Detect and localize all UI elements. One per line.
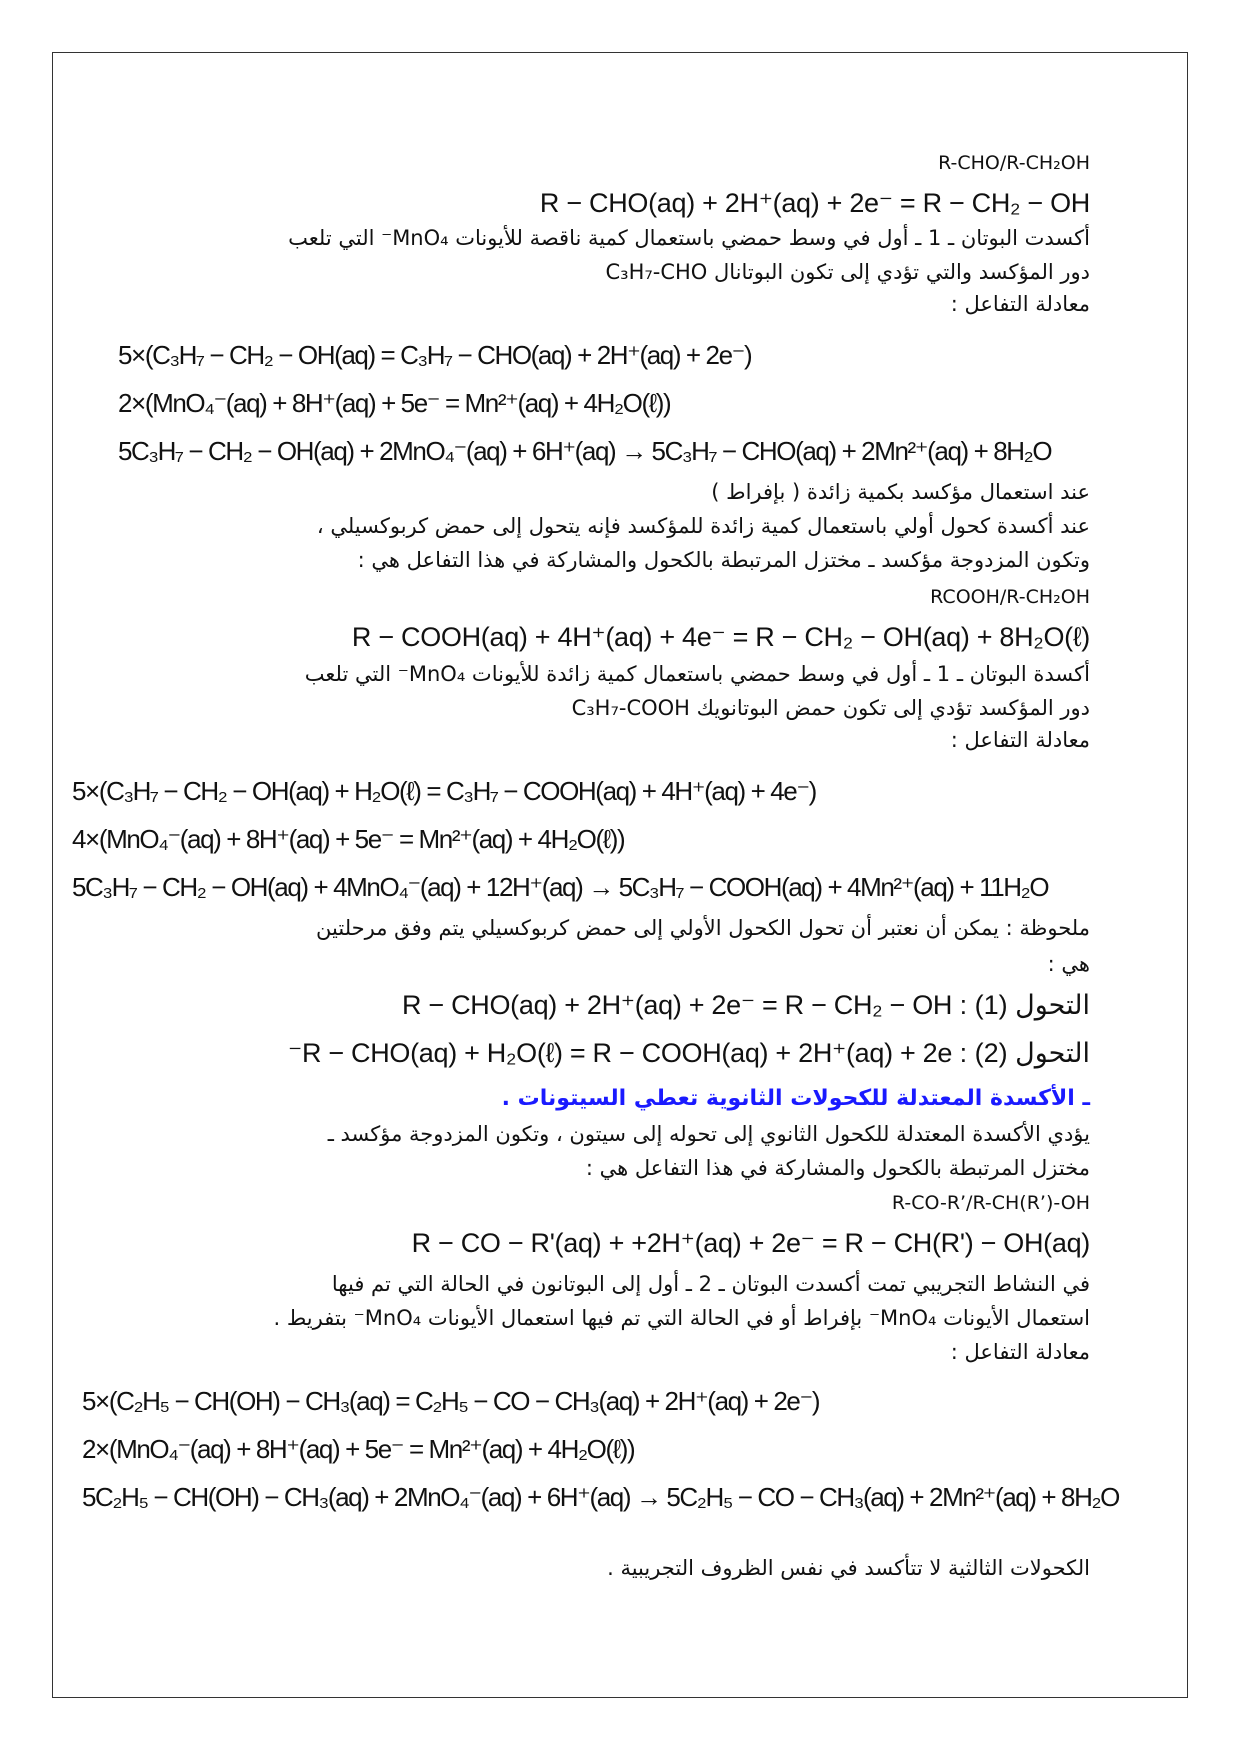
conclusion-line: الكحولات الثالثية لا تتأكسد في نفس الظروف التجريبية .	[607, 1556, 1090, 1580]
paragraph-line: مختزل المرتبطة بالكحول والمشاركة في هذا التفاعل هي :	[585, 1156, 1090, 1180]
couple-ketone: R-CO-R’/R-CH(R’)-OH	[891, 1192, 1090, 1214]
reaction-label: معادلة التفاعل :	[950, 728, 1090, 752]
paragraph-line: عند استعمال مؤكسد بكمية زائدة ( بإفراط )	[711, 480, 1090, 504]
equation-line: 5×(C₃H₇ − CH₂ − OH(aq) = C₃H₇ − CHO(aq) + 2H⁺(aq) + 2e⁻)	[118, 340, 752, 370]
equation-line: 5×(C₂H₅ − CH(OH) − CH₃(aq) = C₂H₅ − CO − CH₃(aq) + 2H⁺(aq) + 2e⁻)	[82, 1386, 820, 1416]
couple-acid: RCOOH/R-CH₂OH	[930, 586, 1090, 608]
equation-line: 5C₃H₇ − CH₂ − OH(aq) + 4MnO₄⁻(aq) + 12H⁺(aq) → 5C₃H₇ − COOH(aq) + 4Mn²⁺(aq) + 11H₂O	[72, 872, 1049, 902]
paragraph-line: عند أكسدة كحول أولي باستعمال كمية زائدة للمؤكسد فإنه يتحول إلى حمض كربوكسيلي ،	[316, 514, 1090, 538]
half-equation-aldehyde: R − CHO(aq) + 2H⁺(aq) + 2e⁻ = R − CH₂ − OH	[539, 188, 1090, 218]
equation-line: 5C₂H₅ − CH(OH) − CH₃(aq) + 2MnO₄⁻(aq) + 6H⁺(aq) → 5C₂H₅ − CO − CH₃(aq) + 2Mn²⁺(aq) + 8H₂O	[82, 1482, 1119, 1512]
equation-line: 2×(MnO₄⁻(aq) + 8H⁺(aq) + 5e⁻ = Mn²⁺(aq) + 4H₂O(ℓ))	[82, 1434, 635, 1464]
couple-aldehyde: R-CHO/R-CH₂OH	[938, 152, 1090, 174]
reaction-label: معادلة التفاعل :	[950, 1340, 1090, 1364]
transformation-2: التحول (2) : R − CHO(aq) + H₂O(ℓ) = R − COOH(aq) + 2H⁺(aq) + 2e⁻	[287, 1038, 1090, 1068]
equation-line: 5×(C₃H₇ − CH₂ − OH(aq) + H₂O(ℓ) = C₃H₇ − COOH(aq) + 4H⁺(aq) + 4e⁻)	[72, 776, 816, 806]
paragraph-line: دور المؤكسد والتي تؤدي إلى تكون البوتانال C₃H₇-CHO	[605, 260, 1090, 284]
note-line: ملحوظة : يمكن أن نعتبر أن تحول الكحول الأولي إلى حمض كربوكسيلي يتم وفق مرحلتين	[316, 916, 1090, 940]
paragraph-line: أكسدة البوتان ـ 1 ـ أول في وسط حمضي باستعمال كمية زائدة للأيونات MnO₄⁻ التي تلعب	[304, 662, 1090, 686]
section-heading: ـ الأكسدة المعتدلة للكحولات الثانوية تعطي السيتونات .	[501, 1086, 1090, 1111]
equation-line: 5C₃H₇ − CH₂ − OH(aq) + 2MnO₄⁻(aq) + 6H⁺(aq) → 5C₃H₇ − CHO(aq) + 2Mn²⁺(aq) + 8H₂O	[118, 436, 1052, 466]
paragraph-line: أكسدت البوتان ـ 1 ـ أول في وسط حمضي باستعمال كمية ناقصة للأيونات MnO₄⁻ التي تلعب	[288, 226, 1090, 250]
half-equation-acid: R − COOH(aq) + 4H⁺(aq) + 4e⁻ = R − CH₂ − OH(aq) + 8H₂O(ℓ)	[351, 622, 1090, 652]
note-line: هي :	[1047, 952, 1090, 976]
paragraph-line: يؤدي الأكسدة المعتدلة للكحول الثانوي إلى تحوله إلى سيتون ، وتكون المزدوجة مؤكسد ـ	[327, 1122, 1090, 1146]
half-equation-ketone: R − CO − R'(aq) + +2H⁺(aq) + 2e⁻ = R − CH(R') − OH(aq)	[411, 1228, 1090, 1258]
equation-line: 4×(MnO₄⁻(aq) + 8H⁺(aq) + 5e⁻ = Mn²⁺(aq) + 4H₂O(ℓ))	[72, 824, 625, 854]
paragraph-line: في النشاط التجريبي تمت أكسدت البوتان ـ 2 ـ أول إلى البوتانون في الحالة التي تم فيها	[331, 1272, 1090, 1296]
equation-line: 2×(MnO₄⁻(aq) + 8H⁺(aq) + 5e⁻ = Mn²⁺(aq) + 4H₂O(ℓ))	[118, 388, 671, 418]
reaction-label: معادلة التفاعل :	[950, 292, 1090, 316]
paragraph-line: وتكون المزدوجة مؤكسد ـ مختزل المرتبطة بالكحول والمشاركة في هذا التفاعل هي :	[357, 548, 1090, 572]
transformation-1: التحول (1) : R − CHO(aq) + 2H⁺(aq) + 2e⁻ = R − CH₂ − OH	[402, 990, 1090, 1020]
paragraph-line: استعمال الأيونات MnO₄⁻ بإفراط أو في الحالة التي تم فيها استعمال الأيونات MnO₄⁻ بتفريط .	[273, 1306, 1090, 1330]
paragraph-line: دور المؤكسد تؤدي إلى تكون حمض البوتانويك C₃H₇-COOH	[571, 696, 1090, 720]
